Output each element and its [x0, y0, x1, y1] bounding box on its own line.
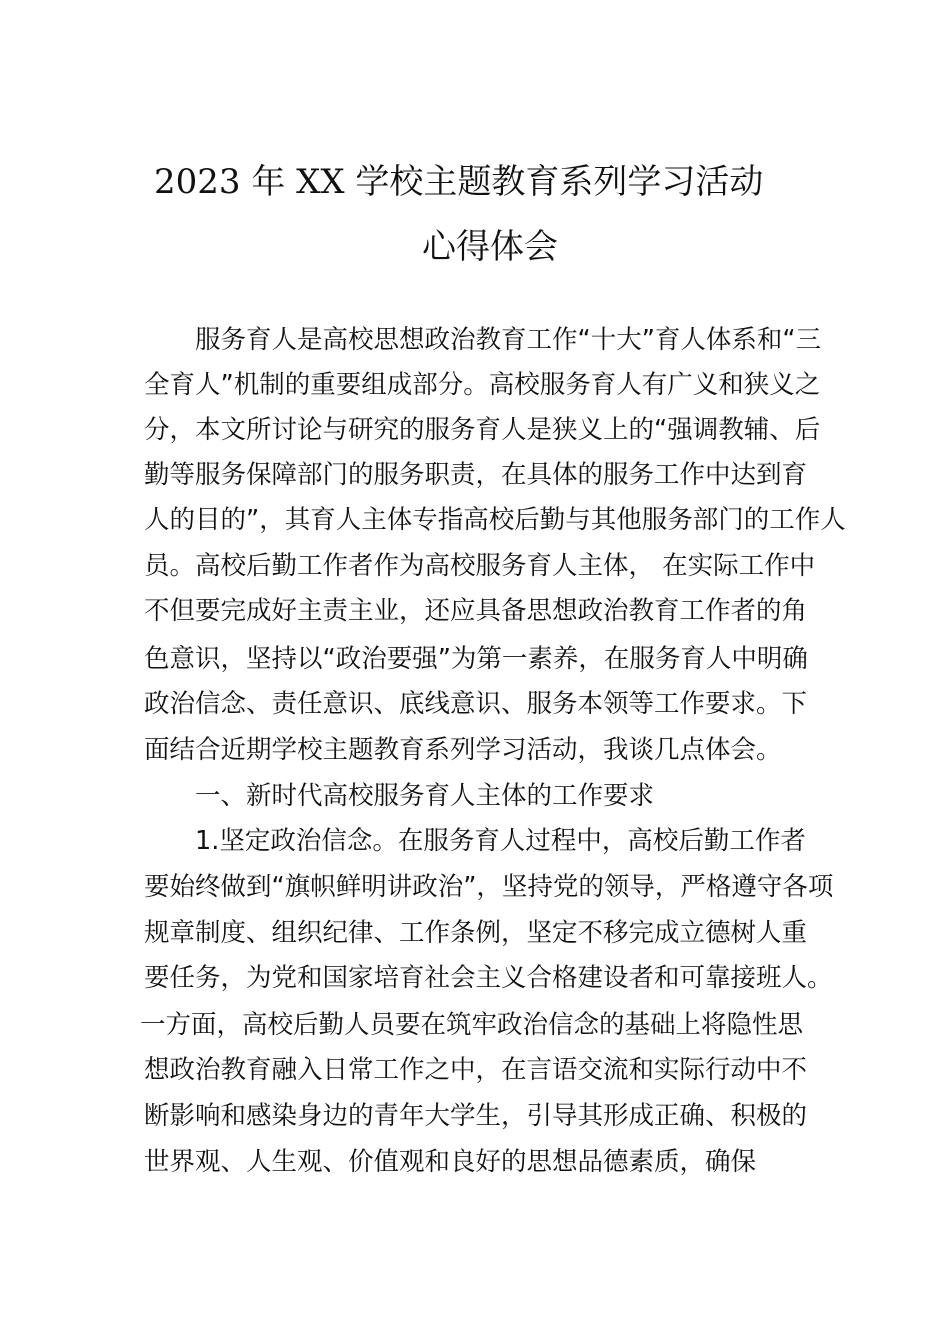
paragraph-line: 政治信念、责任意识、底线意识、服务本领等工作要求。下 — [144, 689, 808, 719]
paragraph-line: 世界观、人生观、价值观和良好的思想品德素质，确保 — [144, 1147, 757, 1177]
paragraph-line: 断影响和感染身边的青年大学生，引导其形成正确、积极的 — [144, 1101, 808, 1131]
paragraph-line: 1.坚定政治信念。在服务育人过程中，高校后勤工作者 — [195, 826, 806, 856]
paragraph-line: 要任务，为党和国家培育社会主义合格建设者和可靠接班人。 — [144, 963, 833, 993]
paragraph-line: 要始终做到“旗帜鲜明讲政治”，坚持党的领导，严格遵守各项 — [144, 872, 834, 902]
paragraph-line: 想政治教育融入日常工作之中，在言语交流和实际行动中不 — [144, 1055, 808, 1085]
paragraph-line: 员。高校后勤工作者作为高校服务育人主体， 在实际工作中 — [144, 551, 816, 581]
paragraph-line: 不但要完成好主责主业，还应具备思想政治教育工作者的角 — [144, 596, 808, 626]
section-heading: 一、新时代高校服务育人主体的工作要求 — [195, 781, 655, 811]
paragraph-line: 一方面，高校后勤人员要在筑牢政治信念的基础上将隐性思 — [140, 1010, 804, 1040]
paragraph-line: 全育人”机制的重要组成部分。高校服务育人有广义和狭义之 — [144, 370, 821, 400]
paragraph-line: 人的目的”，其育人主体专指高校后勤与其他服务部门的工作人 — [144, 505, 846, 535]
document-subtitle: 心得体会 — [422, 227, 558, 267]
paragraph-line: 勤等服务保障部门的服务职责，在具体的服务工作中达到育 — [144, 460, 808, 490]
paragraph-line: 服务育人是高校思想政治教育工作“十大”育人体系和“三 — [195, 325, 822, 355]
paragraph-line: 色意识，坚持以“政治要强”为第一素养，在服务育人中明确 — [144, 644, 808, 674]
paragraph-line: 分，本文所讨论与研究的服务育人是狭义上的“强调教辅、后 — [144, 415, 821, 445]
document-title: 2023 年 XX 学校主题教育系列学习活动 — [154, 162, 764, 202]
paragraph-line: 规章制度、组织纪律、工作条例，坚定不移完成立德树人重 — [144, 918, 808, 948]
paragraph-line: 面结合近期学校主题教育系列学习活动，我谈几点体会。 — [144, 735, 782, 765]
